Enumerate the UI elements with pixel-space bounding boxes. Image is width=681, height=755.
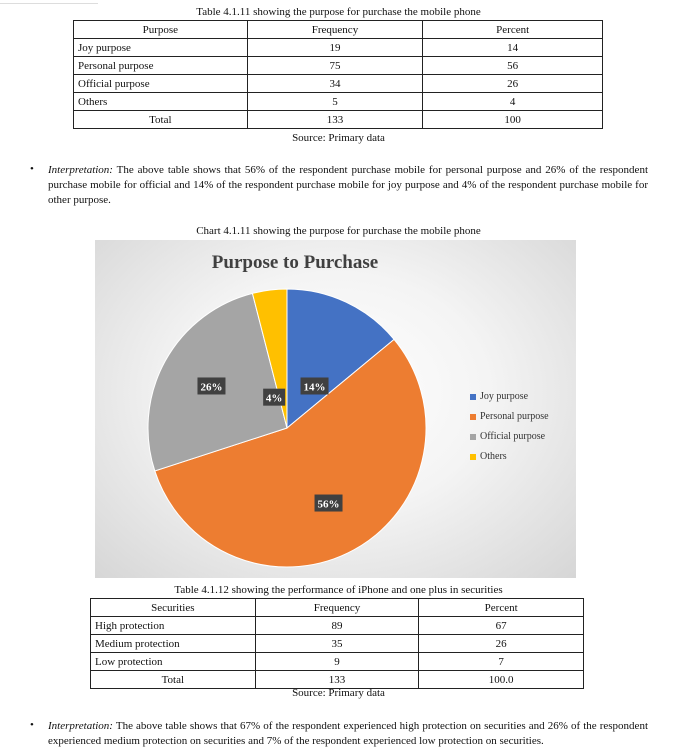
cell: Low protection bbox=[91, 653, 256, 671]
purpose-table bbox=[73, 20, 603, 129]
data-label bbox=[197, 377, 225, 394]
legend-label: Joy purpose bbox=[480, 391, 529, 402]
cell: 75 bbox=[247, 57, 423, 75]
cell: Others bbox=[74, 93, 248, 111]
cell: 26 bbox=[419, 635, 584, 653]
table-row bbox=[74, 93, 603, 111]
cell: 67 bbox=[419, 617, 584, 635]
cell: 9 bbox=[255, 653, 419, 671]
cell: 56 bbox=[423, 57, 603, 75]
header-cell: Frequency bbox=[247, 21, 423, 39]
legend-swatch bbox=[470, 434, 476, 440]
legend-item bbox=[470, 450, 549, 470]
cell: 14 bbox=[423, 39, 603, 57]
data-label-text: 14% bbox=[303, 381, 326, 394]
header-cell: Purpose bbox=[74, 21, 248, 39]
table2-caption: Table 4.1.12 showing the performance of iPhone and one plus in securities bbox=[174, 584, 503, 596]
bullet: • bbox=[30, 163, 34, 175]
top-rule bbox=[0, 0, 98, 4]
cell: Official purpose bbox=[74, 75, 248, 93]
legend-item bbox=[470, 390, 549, 410]
legend-label: Others bbox=[480, 451, 507, 462]
table-row bbox=[91, 635, 584, 653]
data-label-text: 4% bbox=[265, 392, 283, 405]
cell: Total bbox=[74, 111, 248, 129]
cell: Joy purpose bbox=[74, 39, 248, 57]
table2-source: Source: Primary data bbox=[292, 687, 385, 699]
legend-label: Personal purpose bbox=[480, 411, 549, 422]
legend-label: Official purpose bbox=[480, 431, 546, 442]
header-cell: Frequency bbox=[255, 599, 419, 617]
table-row bbox=[91, 653, 584, 671]
chart-caption: Chart 4.1.11 showing the purpose for purchase the mobile phone bbox=[196, 225, 481, 237]
legend-swatch bbox=[470, 454, 476, 460]
cell: High protection bbox=[91, 617, 256, 635]
table-total-row bbox=[91, 671, 584, 689]
interpretation-text: The above table shows that 56% of the respondent purchase mobile for personal purpose and 26% of the respondent purchase mobile for official and 14% of the respondent purchase mobile for joy purpose and 4% of the respondent purchase mobile for other purpose. bbox=[48, 164, 648, 206]
header-cell: Securities bbox=[91, 599, 256, 617]
cell: 133 bbox=[255, 671, 419, 689]
table1-source: Source: Primary data bbox=[292, 132, 385, 144]
cell: 7 bbox=[419, 653, 584, 671]
header-cell: Percent bbox=[423, 21, 603, 39]
data-label-text: 26% bbox=[200, 381, 223, 394]
interpretation-paragraph bbox=[48, 719, 648, 749]
cell: Personal purpose bbox=[74, 57, 248, 75]
bullet: • bbox=[30, 719, 34, 731]
legend-swatch bbox=[470, 414, 476, 420]
table-row bbox=[74, 57, 603, 75]
data-label bbox=[263, 389, 285, 406]
cell: 89 bbox=[255, 617, 419, 635]
cell: 19 bbox=[247, 39, 423, 57]
legend-item bbox=[470, 430, 549, 450]
cell: 100 bbox=[423, 111, 603, 129]
data-label bbox=[315, 495, 343, 512]
table-total-row bbox=[74, 111, 603, 129]
chart-legend bbox=[470, 390, 549, 470]
table-row bbox=[74, 75, 603, 93]
table-header-row bbox=[74, 21, 603, 39]
interpretation-label: Interpretation: bbox=[48, 720, 113, 732]
cell: 100.0 bbox=[419, 671, 584, 689]
cell: 26 bbox=[423, 75, 603, 93]
legend-item bbox=[470, 410, 549, 430]
securities-table bbox=[90, 598, 584, 689]
header-cell: Percent bbox=[419, 599, 584, 617]
data-label bbox=[301, 377, 329, 394]
interpretation-text: The above table shows that 67% of the respondent experienced high protection on securities and 26% of the respondent experienced medium protection on securities and 7% of the respondent experienced low protection on securities. bbox=[48, 720, 648, 747]
table-header-row bbox=[91, 599, 584, 617]
table-row bbox=[91, 617, 584, 635]
pie-chart bbox=[95, 240, 576, 578]
cell: 35 bbox=[255, 635, 419, 653]
cell: 34 bbox=[247, 75, 423, 93]
table1-caption: Table 4.1.11 showing the purpose for purchase the mobile phone bbox=[196, 6, 481, 18]
cell: Total bbox=[91, 671, 256, 689]
legend-swatch bbox=[470, 394, 476, 400]
table-row bbox=[74, 39, 603, 57]
cell: 133 bbox=[247, 111, 423, 129]
cell: 5 bbox=[247, 93, 423, 111]
data-label-text: 56% bbox=[317, 498, 340, 511]
cell: Medium protection bbox=[91, 635, 256, 653]
cell: 4 bbox=[423, 93, 603, 111]
chart-title: Purpose to Purchase bbox=[211, 252, 379, 273]
interpretation-paragraph bbox=[48, 163, 648, 208]
interpretation-label: Interpretation: bbox=[48, 164, 113, 176]
